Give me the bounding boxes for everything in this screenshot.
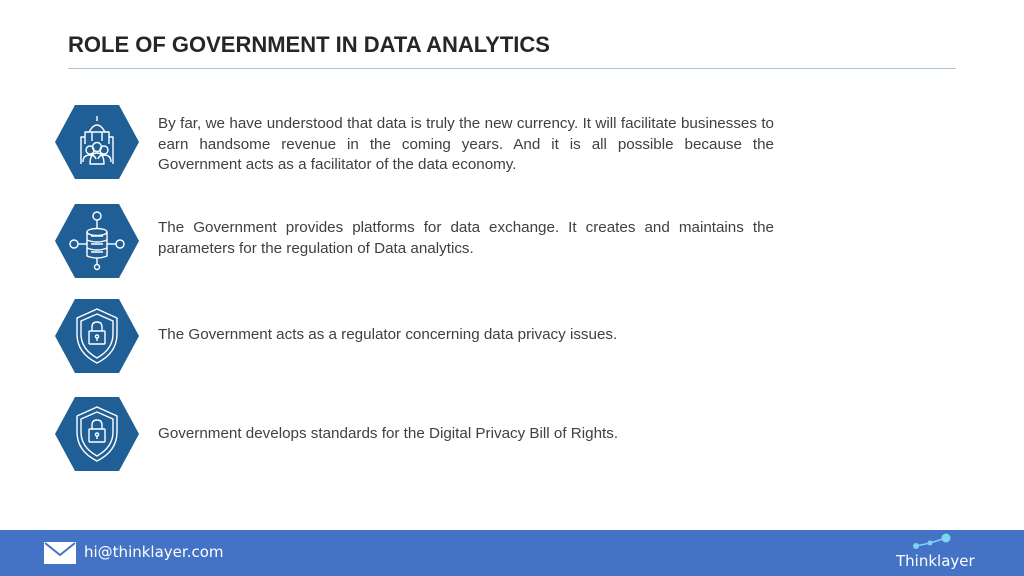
- item-text: The Government provides platforms for data exchange. It creates and maintains the parameters for the regulation of Data analytics.: [158, 219, 774, 257]
- mail-icon: [44, 542, 76, 564]
- contact-email-link[interactable]: hi@thinklayer.com: [84, 543, 224, 561]
- brand-name: Thinklayer: [896, 552, 975, 570]
- list-item: [54, 298, 776, 376]
- item-text: By far, we have understood that data is truly the new currency. It will facilitate businesses to earn handsome revenue in the coming years. And it is all possible because the Government acts as a facilitator of the data economy.: [158, 115, 774, 173]
- title-divider: [68, 68, 956, 69]
- item-text: Government develops standards for the Digital Privacy Bill of Rights.: [158, 425, 619, 442]
- list-item: [54, 104, 776, 184]
- government-people-icon: [54, 104, 140, 180]
- item-text: The Government acts as a regulator concerning data privacy issues.: [158, 326, 618, 343]
- footer-bar: [0, 530, 1024, 576]
- data-exchange-icon: [54, 203, 140, 279]
- shield-lock-icon: [54, 298, 140, 374]
- list-item: [54, 203, 776, 283]
- page-title: ROLE OF GOVERNMENT IN DATA ANALYTICS: [68, 32, 550, 57]
- thinklayer-logo-icon: [910, 532, 954, 552]
- shield-lock-icon: [54, 396, 140, 472]
- list-item: [54, 396, 776, 474]
